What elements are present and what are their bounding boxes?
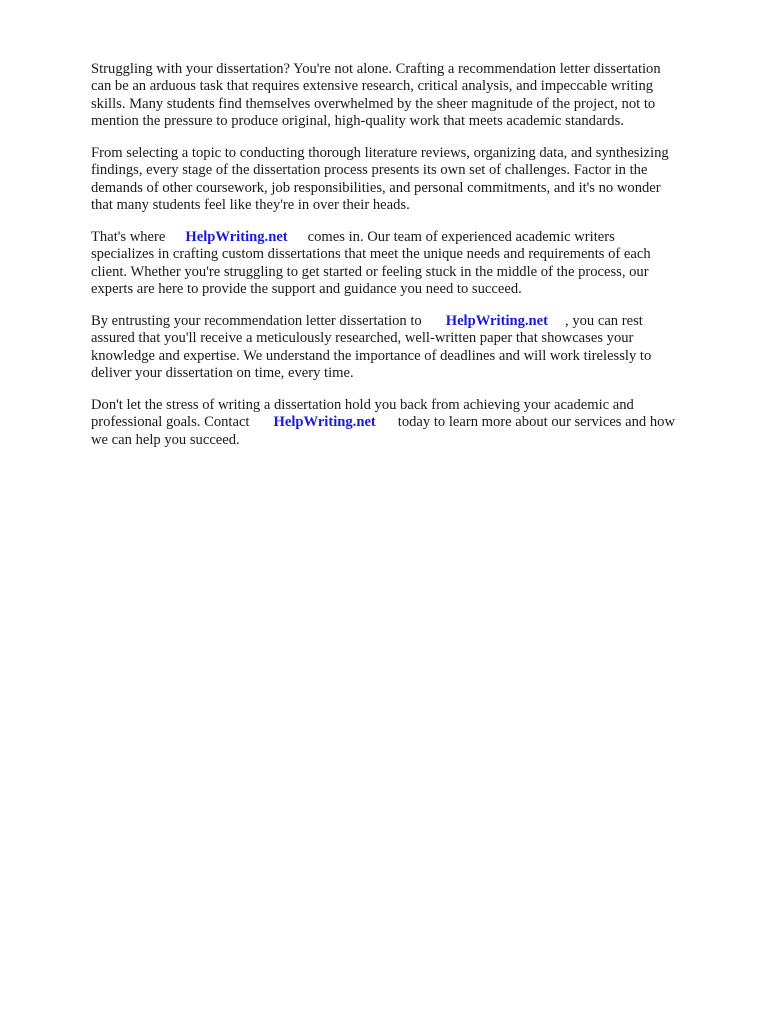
text-line: Struggling with your dissertation? You're not alone. Crafting a recommendation letter dissertation <box>91 61 661 77</box>
text-line <box>91 313 721 330</box>
text-line <box>91 414 721 431</box>
text-line: From selecting a topic to conducting thorough literature reviews, organizing data, and synthesizing <box>91 144 669 161</box>
paragraph-2 <box>91 145 721 215</box>
text-segment: , you can rest <box>565 312 643 329</box>
text-line: knowledge and expertise. We understand the importance of deadlines and will work tirelessly to <box>91 347 652 364</box>
document-body <box>91 61 721 463</box>
text-line: can be an arduous task that requires extensive research, critical analysis, and impeccable writing <box>91 78 654 95</box>
text-segment: That's where <box>91 228 166 245</box>
text-line: assured that you'll receive a meticulously researched, well-written paper that showcases your <box>91 330 634 347</box>
text-line: mention the pressure to produce original, high-quality work that meets academic standards. <box>91 113 624 130</box>
text-line: Don't let the stress of writing a dissertation hold you back from achieving your academic and <box>91 396 634 413</box>
text-line: that many students feel like they're in over their heads. <box>91 197 410 214</box>
text-segment: By entrusting your recommendation letter dissertation to <box>91 312 422 329</box>
helpwriting-link[interactable]: HelpWriting.net <box>273 414 376 431</box>
text-line: experts are here to provide the support and guidance you need to succeed. <box>91 281 522 298</box>
text-line: findings, every stage of the dissertation process presents its own set of challenges. Factor in the <box>91 162 648 179</box>
text-line: we can help you succeed. <box>91 431 240 448</box>
text-line: specializes in crafting custom dissertations that meet the unique needs and requirements of each <box>91 246 651 263</box>
helpwriting-link[interactable]: HelpWriting.net <box>185 228 288 245</box>
text-line <box>91 229 721 246</box>
paragraph-1 <box>91 61 721 131</box>
text-segment: professional goals. Contact <box>91 414 250 431</box>
text-line: skills. Many students find themselves overwhelmed by the sheer magnitude of the project, not to <box>91 95 656 112</box>
paragraph-3 <box>91 229 721 299</box>
helpwriting-link[interactable]: HelpWriting.net <box>445 312 549 329</box>
text-line: deliver your dissertation on time, every time. <box>91 365 354 382</box>
paragraph-5 <box>91 397 721 449</box>
paragraph-4 <box>91 313 721 383</box>
text-line: demands of other coursework, job responsibilities, and personal commitments, and it's no wonder <box>91 179 661 196</box>
text-line: client. Whether you're struggling to get started or feeling stuck in the middle of the process, our <box>91 263 649 280</box>
text-segment: comes in. Our team of experienced academic writers <box>307 228 615 245</box>
text-segment: today to learn more about our services and how <box>397 414 675 431</box>
